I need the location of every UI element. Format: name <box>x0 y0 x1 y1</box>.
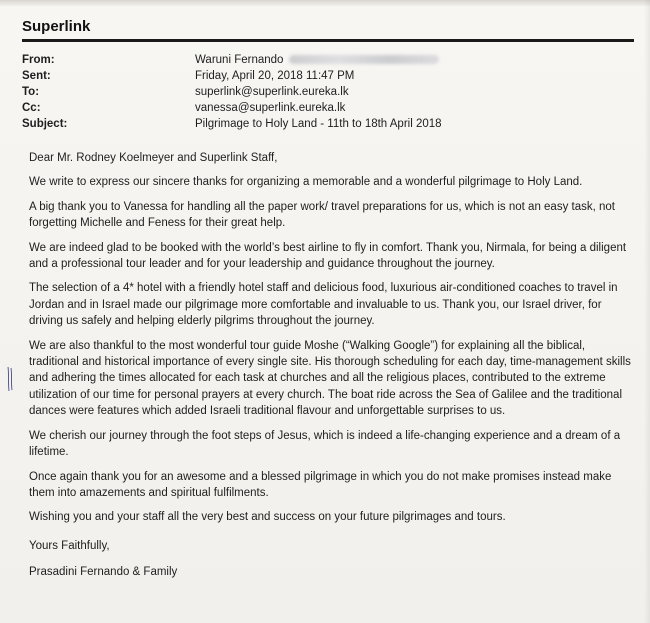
redacted-email <box>289 55 439 64</box>
paragraph-vanessa: A big thank you to Vanessa for handling all the paper work/ travel preparations for us, which is not an easy task, not forgetting Michelle and Feness for their great help. <box>29 200 615 230</box>
email-header-block <box>22 52 632 132</box>
cc-label: Cc: <box>22 102 41 114</box>
cc-value: vanessa@superlink.eureka.lk <box>195 102 346 114</box>
to-label: To: <box>22 86 40 98</box>
paragraph-tour-guide: We are also thankful to the most wonderful tour guide Moshe (“Walking Google”) for explaining all the biblical, traditional and historical importance of every single site. His thorough scheduling for each day, time-management skills and adhering the times allocated for each task at churches and all the religious places, contributed to the extreme utilization of our time for personal prayers at every church. The boat ride across the Sea of Galilee and the traditional dances were features which added Israeli traditional flavour and unforgettable surprises to us. <box>29 339 631 418</box>
from-name: Waruni Fernando <box>195 54 284 66</box>
paragraph-hotel: The selection of a 4* hotel with a friendly hotel staff and delicious food, luxurious air-conditioned coaches to travel in Jordan and in Israel made our pilgrimage more comfortable and invaluable to us. Thank you, our Israel driver, for driving us safely and helping elderly pilgrims throughout the journey. <box>29 282 618 328</box>
scan-top-edge <box>0 0 650 6</box>
from-value <box>195 52 439 68</box>
title-divider <box>22 39 634 42</box>
paragraph-closing-thanks: Once again thank you for an awesome and a blessed pilgrimage in which you do not make promises instead make them into amazements and spiritual fulfilments. <box>29 470 612 499</box>
subject-label: Subject: <box>22 118 68 130</box>
paragraph-journey: We cherish our journey through the foot steps of Jesus, which is indeed a life-changing experience and a dream of a lifetime. <box>29 429 621 459</box>
org-title: Superlink <box>22 18 91 35</box>
handwritten-margin-mark <box>6 366 14 392</box>
closing: Yours Faithfully, <box>29 539 110 552</box>
salutation: Dear Mr. Rodney Koelmeyer and Superlink Staff, <box>29 152 278 164</box>
sent-value: Friday, April 20, 2018 11:47 PM <box>195 70 355 82</box>
paragraph-wishes: Wishing you and your staff all the very best and success on your future pilgrimages and tours. <box>29 511 506 524</box>
paragraph-thanks: We write to express our sincere thanks for organizing a memorable and a wonderful pilgrimage to Holy Land. <box>29 176 583 189</box>
signature: Prasadini Fernando & Family <box>29 566 178 579</box>
to-value: superlink@superlink.eureka.lk <box>195 86 349 98</box>
cc-row <box>22 100 632 116</box>
to-row <box>22 84 632 100</box>
sent-row <box>22 68 632 84</box>
subject-row <box>22 116 632 132</box>
from-row <box>22 52 632 68</box>
letter-body <box>29 150 633 589</box>
sent-label: Sent: <box>22 70 51 82</box>
subject-value: Pilgrimage to Holy Land - 11th to 18th April 2018 <box>195 118 442 130</box>
scan-edge-shadow <box>644 0 650 623</box>
paragraph-airline: We are indeed glad to be booked with the world’s best airline to fly in comfort. Thank you, Nirmala, for being a diligent and a professional tour leader and for your leadership and guidance throughout the journey. <box>29 241 627 271</box>
from-label: From: <box>22 54 55 66</box>
